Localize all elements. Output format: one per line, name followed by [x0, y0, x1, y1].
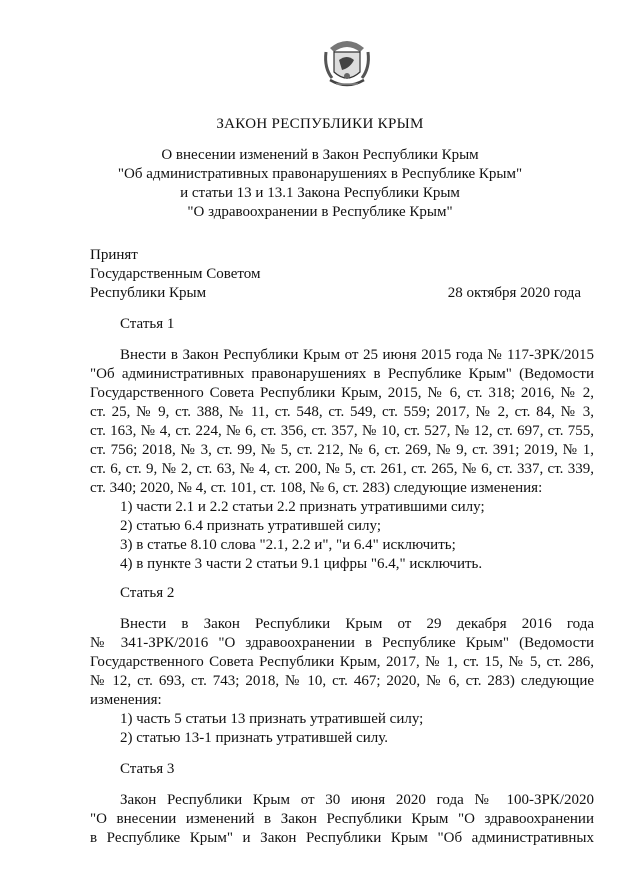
- law-subtitle-line: "О здравоохранении в Республике Крым": [187, 204, 453, 220]
- article-2-heading: Статья 2: [120, 585, 175, 601]
- article-2-item: 2) статью 13-1 признать утратившей силу.: [120, 730, 389, 746]
- adoption-date: 28 октября 2020 года: [447, 285, 581, 301]
- law-subtitle-line: "Об административных правонарушениях в Республике Крым": [117, 166, 523, 182]
- article-1-text-line: ст. 6, ст. 9, № 2, ст. 63, № 4, ст. 200, № 5, ст. 261, ст. 265, № 6, ст. 337, ст. 339,: [90, 461, 594, 477]
- article-1-text-line: Государственного Совета Республики Крым, 2015, № 6, ст. 318; 2016, № 2,: [90, 385, 594, 401]
- adoption-line: Принят: [90, 247, 138, 263]
- article-1-item: 2) статью 6.4 признать утратившей силу;: [120, 518, 381, 534]
- article-1-item: 1) части 2.1 и 2.2 статьи 2.2 признать утратившими силу;: [120, 499, 485, 515]
- article-3-text-line: "О внесении изменений в Закон Республики Крым "О здравоохранении: [90, 811, 594, 827]
- adoption-line: Государственным Советом: [90, 266, 261, 282]
- article-3-heading: Статья 3: [120, 761, 175, 777]
- article-2-text-line: № 341-ЗРК/2016 "О здравоохранении в Республике Крым" (Ведомости: [90, 635, 594, 651]
- crimea-coat-of-arms-emblem: [322, 34, 372, 94]
- law-title: ЗАКОН РЕСПУБЛИКИ КРЫМ: [216, 116, 424, 132]
- article-1-text-line: ст. 25, № 9, ст. 388, № 11, ст. 548, ст. 549, ст. 559; 2017, № 2, ст. 84, № 3,: [90, 404, 594, 420]
- article-1-text-line: Внести в Закон Республики Крым от 25 июня 2015 года № 117-ЗРК/2015: [120, 347, 594, 363]
- article-2-item: 1) часть 5 статьи 13 признать утратившей силу;: [120, 711, 424, 727]
- article-3-text-line: Закон Республики Крым от 30 июня 2020 года № 100-ЗРК/2020: [120, 792, 594, 808]
- article-1-text-line: ст. 756; 2018, № 3, ст. 99, № 5, ст. 212, № 6, ст. 269, № 9, ст. 391; 2019, № 1,: [90, 442, 594, 458]
- article-1-text-line: ст. 340; 2020, № 4, ст. 101, ст. 108, № 6, ст. 283) следующие изменения:: [90, 480, 543, 496]
- article-1-item: 3) в статье 8.10 слова "2.1, 2.2 и", "и 6.4" исключить;: [120, 537, 456, 553]
- law-subtitle-line: и статьи 13 и 13.1 Закона Республики Крым: [180, 185, 460, 201]
- article-1-text-line: ст. 163, № 4, ст. 224, № 6, ст. 356, ст. 357, № 10, ст. 527, № 12, ст. 697, ст. 755,: [90, 423, 594, 439]
- article-3-text-line: в Республике Крым" и Закон Республики Крым "Об административных: [90, 830, 594, 846]
- law-subtitle-line: О внесении изменений в Закон Республики Крым: [161, 147, 479, 163]
- article-2-text-line: Внести в Закон Республики Крым от 29 декабря 2016 года: [120, 616, 594, 632]
- adoption-line: Республики Крым: [90, 285, 207, 301]
- article-1-item: 4) в пункте 3 части 2 статьи 9.1 цифры "6.4," исключить.: [120, 556, 483, 572]
- article-1-heading: Статья 1: [120, 316, 175, 332]
- article-2-text-line: № 12, ст. 693, ст. 743; 2018, № 10, ст. 467; 2020, № 6, ст. 283) следующие: [90, 673, 594, 689]
- article-1-text-line: "Об административных правонарушениях в Республике Крым" (Ведомости: [90, 366, 594, 382]
- article-2-text-line: изменения:: [90, 692, 162, 708]
- article-2-text-line: Государственного Совета Республики Крым, 2017, № 1, ст. 15, № 5, ст. 286,: [90, 654, 594, 670]
